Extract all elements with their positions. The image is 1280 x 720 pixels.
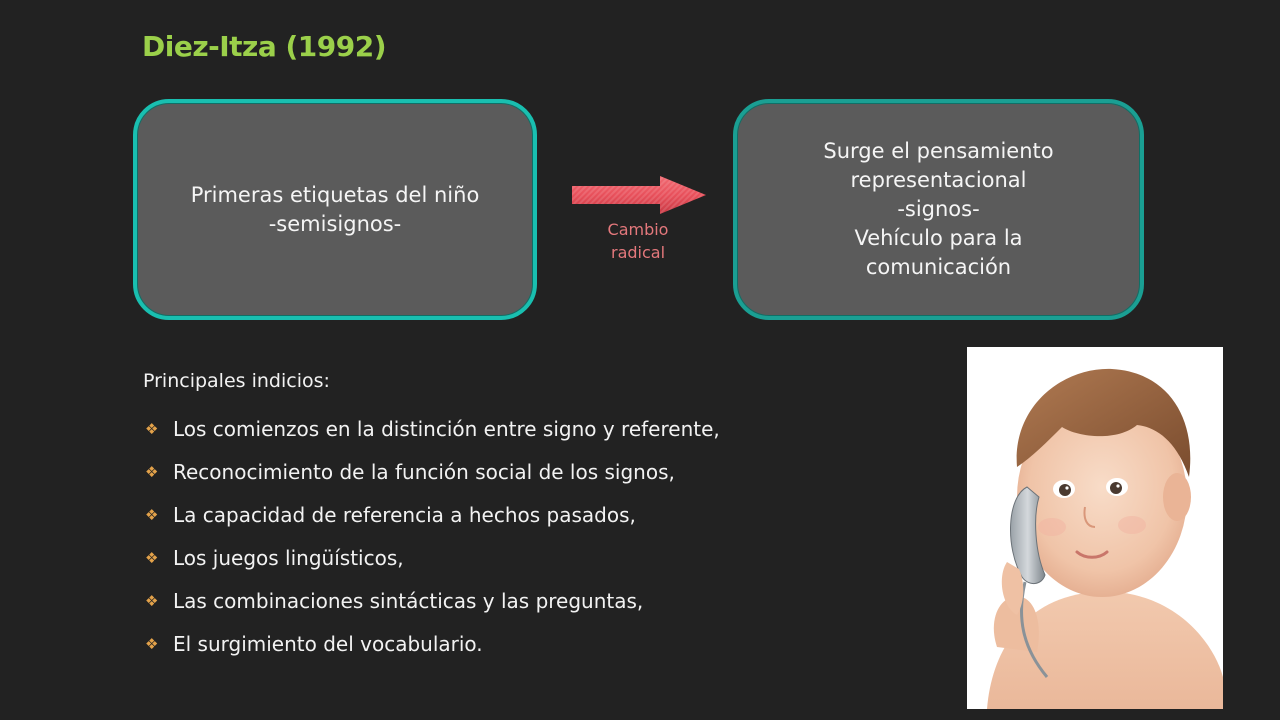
right-box-line: Surge el pensamiento [823, 139, 1054, 163]
right-box-line: comunicación [865, 255, 1012, 279]
right-box-line: Vehículo para la [854, 226, 1023, 250]
left-concept-box [133, 99, 537, 320]
list-item-text: Reconocimiento de la función social de los signos, [173, 459, 675, 484]
diamond-bullet-icon: ❖ [145, 419, 159, 438]
left-box-line: Primeras etiquetas del niño [190, 182, 480, 207]
list-item [143, 536, 943, 579]
right-box-line: representacional [850, 168, 1027, 192]
right-box-line: -signos- [897, 197, 980, 221]
diamond-bullet-icon: ❖ [145, 462, 159, 481]
arrow-label-line: radical [610, 243, 666, 262]
list-item [143, 622, 943, 665]
arrow-label-line: Cambio [607, 220, 669, 239]
list-item [143, 493, 943, 536]
list-item [143, 407, 943, 450]
indicios-heading: Principales indicios: [143, 370, 330, 392]
arrow-label [590, 218, 686, 264]
list-item [143, 450, 943, 493]
baby-phone-photo [967, 347, 1223, 709]
right-arrow-icon [572, 176, 706, 214]
list-item-text: Las combinaciones sintácticas y las preguntas, [173, 588, 644, 613]
right-concept-box [733, 99, 1144, 320]
left-box-line: -semisignos- [268, 211, 402, 236]
list-item-text: Los juegos lingüísticos, [173, 545, 404, 570]
baby-illustration [967, 347, 1223, 709]
slide-title: Diez-Itza (1992) [142, 30, 387, 63]
diamond-bullet-icon: ❖ [145, 505, 159, 524]
diamond-bullet-icon: ❖ [145, 634, 159, 653]
indicios-list [143, 407, 943, 665]
diamond-bullet-icon: ❖ [145, 591, 159, 610]
list-item-text: El surgimiento del vocabulario. [173, 631, 483, 656]
diamond-bullet-icon: ❖ [145, 548, 159, 567]
indicios-section [143, 370, 943, 665]
list-item-text: La capacidad de referencia a hechos pasados, [173, 502, 636, 527]
list-item [143, 579, 943, 622]
list-item-text: Los comienzos en la distinción entre signo y referente, [173, 416, 720, 441]
